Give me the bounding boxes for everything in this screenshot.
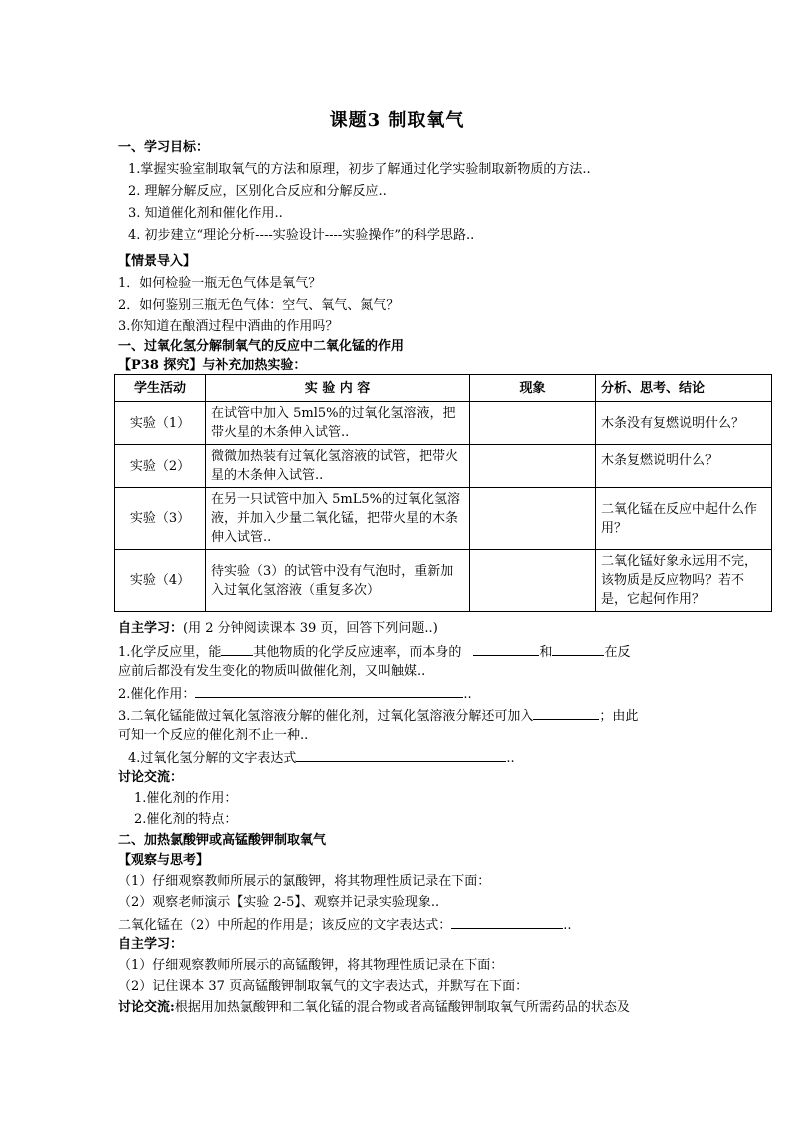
content-cell: 待实验（3）的试管中没有气泡时，重新加入过氧化氢溶液（重复多次） [206,550,470,612]
activity-cell: 实验（2） [115,445,206,488]
self-study-line [118,620,438,638]
answer-blank[interactable] [451,915,563,929]
learning-goals-heading: 一、学习目标： [118,140,210,155]
question-text: 二氧化锰在（2）中所起的作用是；该反应的文字表达式： [118,918,452,933]
phenomenon-cell[interactable] [470,402,596,445]
question-text: 在反 [604,645,631,660]
analysis-cell: 二氧化锰在反应中起什么作用？ [596,488,772,550]
column-header: 学生活动 [115,375,206,402]
part1-heading: 一、过氧化氢分解制氧气的反应中二氧化锰的作用 [118,339,405,354]
activity-cell: 实验（4） [115,550,206,612]
table-row [115,445,772,488]
analysis-cell: 木条没有复燃说明什么？ [596,402,772,445]
mno2-question [118,915,572,935]
self-study-item: （2）记住课本 37 页高锰酸钾制取氧气的文字表达式，并默写在下面： [118,979,529,994]
intro-heading: 【情景导入】 [118,254,197,269]
goal-item: 3. 知道催化剂和催化作用.. [128,206,283,221]
question-text: .. [506,751,515,766]
intro-question: 1．如何检验一瓶无色气体是氧气？ [118,276,322,291]
intro-question: 3.你知道在酿酒过程中酒曲的作用吗？ [118,319,339,334]
analysis-cell: 木条复燃说明什么？ [596,445,772,488]
discussion-text: 根据用加热氯酸钾和二氧化锰的混合物或者高锰酸钾制取氧气所需药品的状态及 [174,1000,630,1015]
self-study-item: （1）仔细观察教师所展示的高锰酸钾，将其物理性质记录在下面： [118,958,504,973]
table-row [115,550,772,612]
self-study-note: (用 2 分钟阅读课本 39 页，回答下列问题..) [183,621,438,636]
phenomenon-cell[interactable] [470,445,596,488]
answer-blank[interactable] [296,748,506,762]
activity-cell: 实验（3） [115,488,206,550]
question-3-cont: 可知一个反应的催化剂不止一种.. [118,728,309,743]
answer-blank[interactable] [533,706,599,720]
answer-blank[interactable] [473,642,539,656]
discussion-label: 讨论交流： [118,770,184,785]
observe-item: （1）仔细观察教师所展示的氯酸钾，将其物理性质记录在下面： [118,874,491,889]
question-1 [118,642,630,662]
table-header-row [115,375,772,402]
question-text: 3.二氧化锰能做过氧化氢溶液分解的催化剂，过氧化氢溶液分解还可加入 [118,709,534,724]
question-text: ；由此 [599,709,639,724]
question-text: 其他物质的化学反应速率，而本身的 [253,645,462,660]
phenomenon-cell[interactable] [470,550,596,612]
question-2 [118,684,472,704]
observe-item: （2）观察老师演示【实验 2-5】、观察并记录实验现象.. [118,895,440,910]
content-cell: 在试管中加入 5ml5%的过氧化氢溶液，把带火星的木条伸入试管.. [206,402,470,445]
observe-heading: 【观察与思考】 [118,853,210,868]
analysis-cell: 二氧化锰好象永远用不完，该物质是反应物吗？若不是，它起何作用？ [596,550,772,612]
goal-item: 2. 理解分解反应，区别化合反应和分解反应.. [128,184,387,199]
activity-cell: 实验（1） [115,402,206,445]
explore-label: 【P38 探究】与补充加热实验： [118,358,307,373]
question-text: 2.催化作用： [118,687,196,702]
question-text: .. [463,687,472,702]
answer-blank[interactable] [552,642,604,656]
table-row [115,488,772,550]
column-header: 实 验 内 容 [206,375,470,402]
experiment-table [114,374,772,612]
discussion-item: 1.催化剂的作用： [134,791,238,806]
answer-blank[interactable] [195,684,463,698]
question-text: 1.化学反应里，能 [118,645,222,660]
answer-blank[interactable] [221,642,253,656]
column-header: 分析、思考、结论 [596,375,772,402]
discussion-label-2: 讨论交流: [118,1000,175,1015]
goal-item: 1.掌握实验室制取氧气的方法和原理，初步了解通过化学实验制取新物质的方法.. [128,162,591,177]
question-1-cont: 应前后都没有发生变化的物质叫做催化剂，又叫触媒.. [118,664,426,679]
part2-heading: 二、加热氯酸钾或高锰酸钾制取氧气 [118,833,327,848]
intro-question: 2．如何鉴别三瓶无色气体：空气、氧气、氮气？ [118,298,400,313]
self-study-label: 自主学习： [118,621,184,636]
goal-item: 4. 初步建立“理论分析----实验设计----实验操作”的科学思路.. [128,228,475,243]
page-title: 课题3 制取氧气 [329,110,465,131]
table-row [115,402,772,445]
phenomenon-cell[interactable] [470,488,596,550]
question-text: 和 [539,645,553,660]
column-header: 现象 [470,375,596,402]
discussion-line [118,999,630,1017]
discussion-item: 2.催化剂的特点： [134,812,238,827]
self-study-label-2: 自主学习： [118,937,184,952]
question-3 [118,706,638,726]
question-text: 4.过氧化氢分解的文字表达式 [128,751,297,766]
content-cell: 微微加热装有过氧化氢溶液的试管，把带火星的木条伸入试管.. [206,445,470,488]
question-text: .. [563,918,572,933]
question-4 [128,748,515,768]
content-cell: 在另一只试管中加入 5mL5%的过氧化氢溶液，并加入少量二氧化锰，把带火星的木条伸入试管.. [206,488,470,550]
